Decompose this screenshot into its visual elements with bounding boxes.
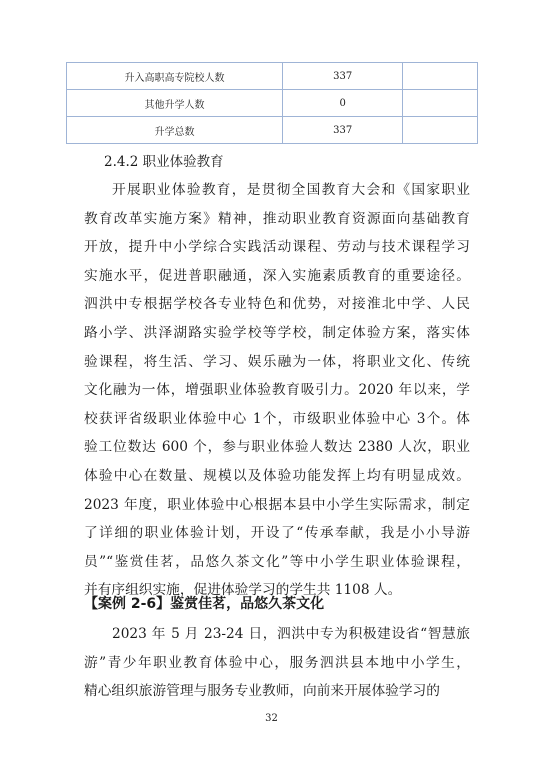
paragraph-line: 路小学、洪泽湖路实验学校等学校，制定体验方案，落实体 [84,324,470,341]
table-cell-value: 337 [282,117,402,144]
table-cell-empty [403,117,478,144]
table-row [67,63,478,90]
page-number: 32 [265,713,278,724]
paragraph-line: 实施水平，促进普职融通，深入实施素质教育的重要途径。 [84,267,470,284]
enrollment-table [66,62,478,144]
paragraph-line: 精心组织旅游管理与服务专业教师，向前来开展体验学习的 [84,683,440,700]
table-row [67,90,478,117]
table-cell-value: 337 [282,63,402,90]
paragraph-line: 泗洪中专根据学校各专业特色和优势，对接淮北中学、人民 [84,296,470,313]
table-row [67,117,478,144]
paragraph-line: 文化融为一体，增强职业体验教育吸引力。2020 年以来，学 [84,382,470,399]
paragraph-line: 2023 年度，职业体验中心根据本县中小学生实际需求，制定 [84,496,470,513]
table-cell-label: 其他升学人数 [67,90,283,117]
section-heading: 2.4.2 职业体验教育 [104,154,224,170]
paragraph-line: 员”“鉴赏佳茗，品悠久茶文化”等中小学生职业体验课程， [84,553,470,570]
paragraph-line: 并有序组织实施，促进体验学习的学生共 1108 人。 [84,582,402,599]
paragraph-line: 2023 年 5 月 23-24 日，泗洪中专为积极建设省“智慧旅 [112,626,470,642]
table-cell-label: 升学总数 [67,117,283,144]
paragraph-line: 教育改革实施方案》精神，推动职业教育资源面向基础教育 [84,210,470,227]
section-paragraph [84,176,470,605]
table-cell-value: 0 [282,90,402,117]
paragraph-line: 验课程，将生活、学习、娱乐融为一体，将职业文化、传统 [84,353,470,370]
table-cell-empty [403,63,478,90]
paragraph-line: 体验中心在数量、规模以及体验功能发挥上均有明显成效。 [84,467,470,484]
paragraph-line: 了详细的职业体验计划，开设了“传承奉献，我是小小导游 [84,525,470,542]
case-title: 【案例 2-6】鉴赏佳茗，品悠久茶文化 [84,596,325,612]
paragraph-line: 游”青少年职业教育体验中心，服务泗洪县本地中小学生， [84,654,470,671]
case-paragraph [84,620,470,706]
table-cell-label: 升入高职高专院校人数 [67,63,283,90]
paragraph-line: 校获评省级职业体验中心 1个，市级职业体验中心 3个。体 [84,410,470,427]
paragraph-line: 开展职业体验教育，是贯彻全国教育大会和《国家职业 [112,182,470,198]
paragraph-line: 开放，提升中小学综合实践活动课程、劳动与技术课程学习 [84,239,470,256]
table-cell-empty [403,90,478,117]
paragraph-line: 验工位数达 600 个，参与职业体验人数达 2380 人次，职业 [84,439,470,456]
